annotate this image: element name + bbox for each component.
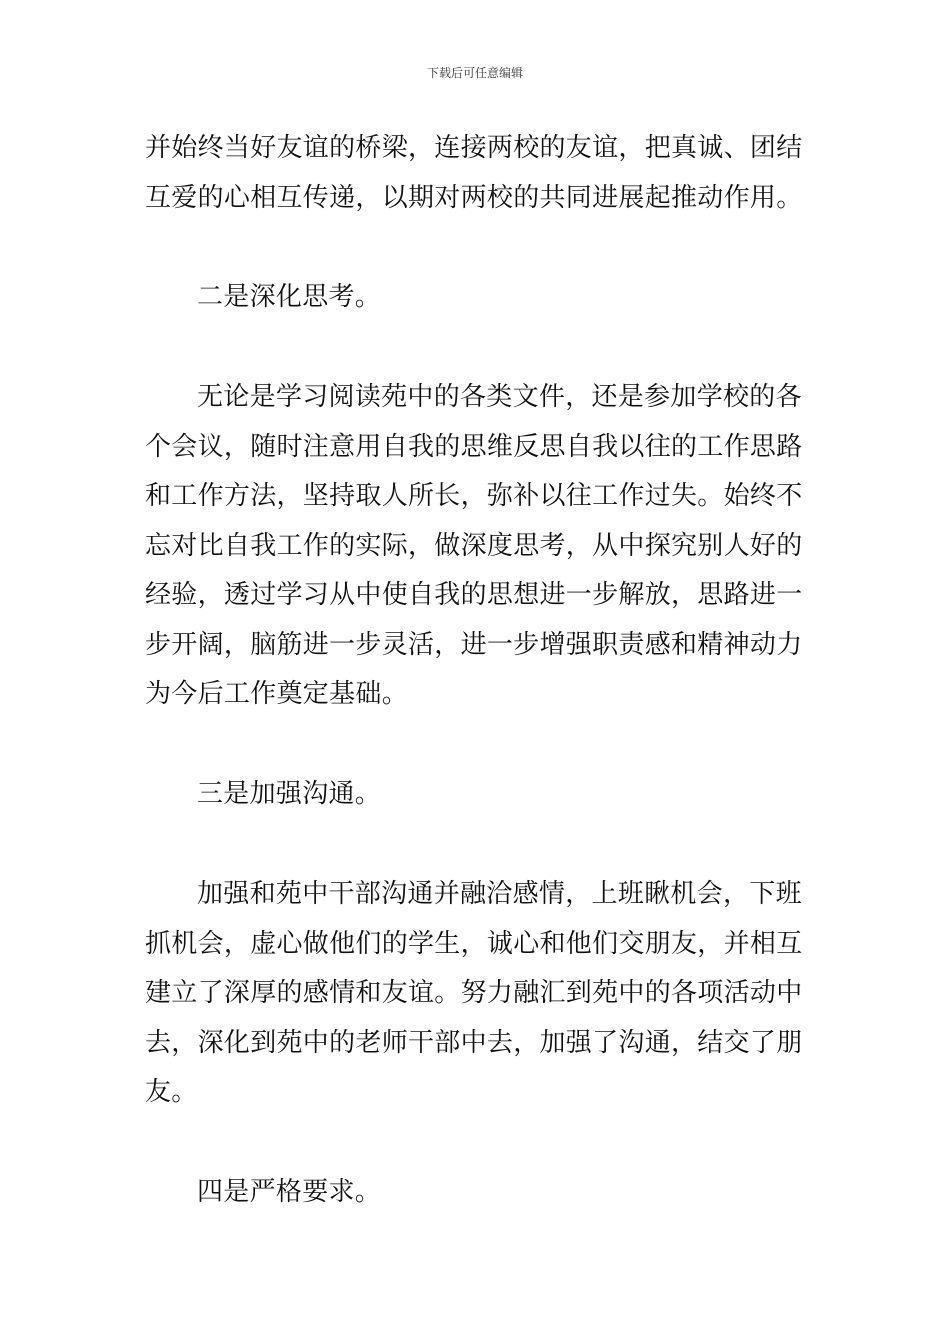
paragraph-line: 个会议，随时注意用自我的思维反思自我以往的工作思路 xyxy=(145,431,803,462)
heading-text: 三是加强沟通。 xyxy=(197,779,382,809)
paragraph-line: 步开阔，脑筋进一步灵活，进一步增强职责感和精神动力 xyxy=(145,629,803,660)
heading-text: 四是严格要求。 xyxy=(197,1177,382,1207)
paragraph-line: 和工作方法，坚持取人所长，弥补以往工作过失。始终不 xyxy=(145,481,803,511)
paragraph-line: 经验，透过学习从中使自我的思想进一步解放，思路进一 xyxy=(145,580,803,610)
section-heading-3 xyxy=(145,770,809,820)
paragraph-line: 抓机会，虚心做他们的学生，诚心和他们交朋友，并相互 xyxy=(145,928,803,959)
paragraph-line: 友。 xyxy=(145,1077,198,1107)
paragraph-3 xyxy=(145,870,809,1118)
heading-text: 二是深化思考。 xyxy=(197,282,382,312)
paragraph-line: 忘对比自我工作的实际，做深度思考，从中探究别人好的 xyxy=(145,530,803,561)
paragraph-line: 加强和苑中干部沟通并融洽感情，上班瞅机会，下班 xyxy=(197,879,802,909)
paragraph-line: 无论是学习阅读苑中的各类文件，还是参加学校的各 xyxy=(197,382,802,412)
paragraph-line: 互爱的心相互传递，以期对两校的共同进展起推动作用。 xyxy=(145,182,803,213)
paragraph-2 xyxy=(145,373,809,720)
paragraph-line: 建立了深厚的感情和友谊。努力融汇到苑中的各项活动中 xyxy=(145,978,803,1008)
paragraph-1 xyxy=(145,124,809,223)
section-heading-4 xyxy=(145,1168,809,1218)
paragraph-line: 为今后工作奠定基础。 xyxy=(145,679,409,709)
paragraph-line: 并始终当好友谊的桥梁，连接两校的友谊，把真诚、团结 xyxy=(145,133,803,163)
paragraph-line: 去，深化到苑中的老师干部中去，加强了沟通，结交了朋 xyxy=(145,1027,803,1058)
header-note: 下载后可任意编辑 xyxy=(426,66,523,80)
section-heading-2 xyxy=(145,273,809,323)
